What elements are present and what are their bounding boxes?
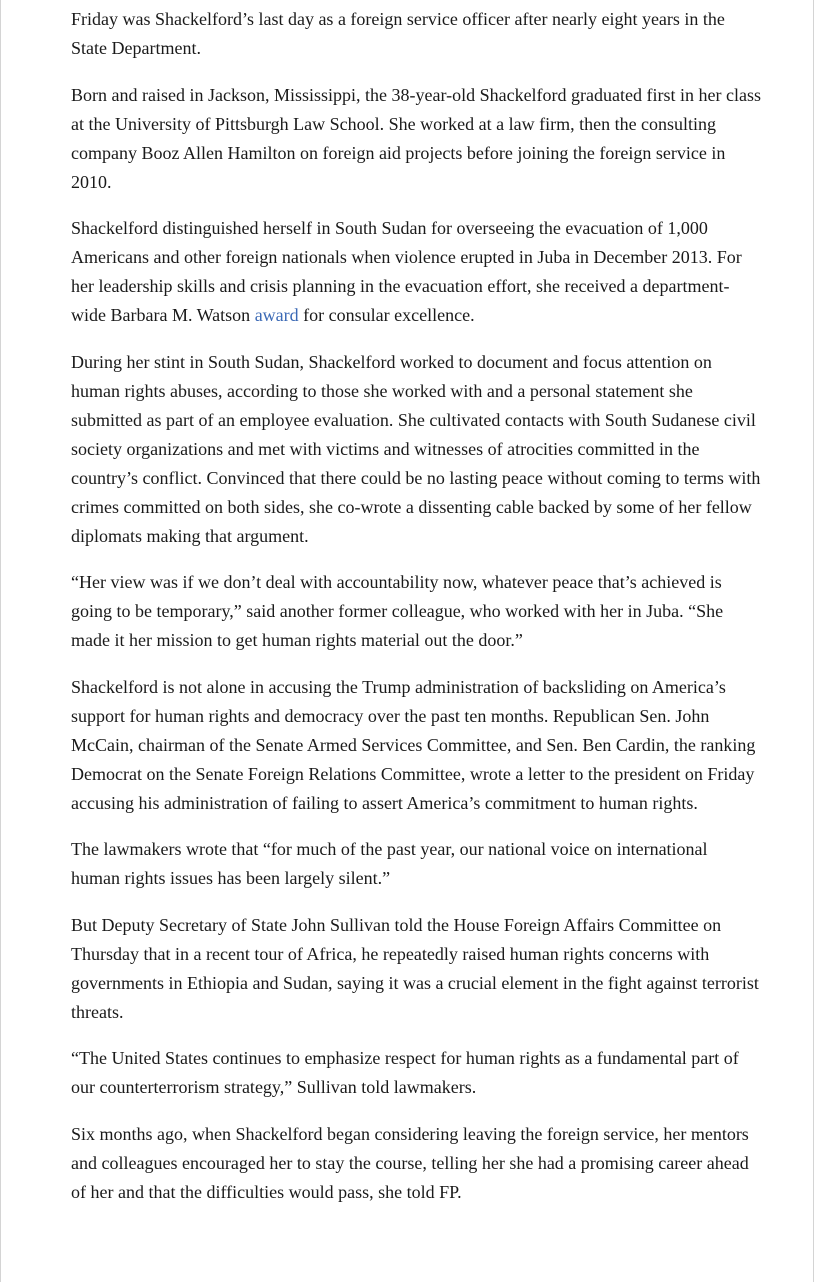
article-body [71,5,761,1224]
paragraph-9: “The United States continues to emphasize respect for human rights as a fundamental part of our counterterrorism strategy,” Sullivan told lawmakers. [71,1048,739,1097]
paragraph-3 [71,214,761,330]
paragraph-4: During her stint in South Sudan, Shackelford worked to document and focus attention on human rights abuses, according to those she worked with and a personal statement she submitted as part of an employee evaluation. She cultivated contacts with South Sudanese civil society organizations and met with victims and witnesses of atrocities committed in the country’s conflict. Convinced that there could be no lasting peace without coming to terms with crimes committed on both sides, she co-wrote a dissenting cable backed by some of her fellow diplomats making that argument. [71,351,761,546]
award-link[interactable]: award [254,305,299,325]
paragraph-5: “Her view was if we don’t deal with accountability now, whatever peace that’s achieved is going to be temporary,” said another former colleague, who worked with her in Juba. “She made it her mission to get human rights material out the door.” [71,572,724,650]
paragraph-10: Six months ago, when Shackelford began considering leaving the foreign service, her mentors and colleagues encouraged her to stay the course, telling her she had a promising career ahead of her and that the difficulties would pass, she told FP. [71,1123,749,1202]
paragraph-2: Born and raised in Jackson, Mississippi, the 38-year-old Shackelford graduated first in her class at the University of Pittsburgh Law School. She worked at a law firm, then the consulting company Booz Allen Hamilton on foreign aid projects before joining the foreign service in 2010. [71,84,761,192]
paragraph-3-text-before: Shackelford distinguished herself in South Sudan for overseeing the evacuation of 1,000 Americans and other foreign nationals when violence erupted in Juba in December 2013. For her leadership skills and crisis planning in the evacuation effort, she received a department-wide Barbara M. Watson [71,218,742,325]
paragraph-3-text-after: for consular excellence. [298,305,475,325]
paragraph-1: Friday was Shackelford’s last day as a foreign service officer after nearly eight years in the State Department. [71,9,725,58]
paragraph-6: Shackelford is not alone in accusing the Trump administration of backsliding on America’s support for human rights and democracy over the past ten months. Republican Sen. John McCain, chairman of the Senate Armed Services Committee, and Sen. Ben Cardin, the ranking Democrat on the Senate Foreign Relations Committee, wrote a letter to the president on Friday accusing his administration of failing to assert America’s commitment to human rights. [71,676,756,813]
paragraph-7: The lawmakers wrote that “for much of the past year, our national voice on international human rights issues has been largely silent.” [71,839,708,888]
paragraph-8: But Deputy Secretary of State John Sullivan told the House Foreign Affairs Committee on Thursday that in a recent tour of Africa, he repeatedly raised human rights concerns with governments in Ethiopia and Sudan, saying it was a crucial element in the fight against terrorist threats. [71,914,759,1022]
